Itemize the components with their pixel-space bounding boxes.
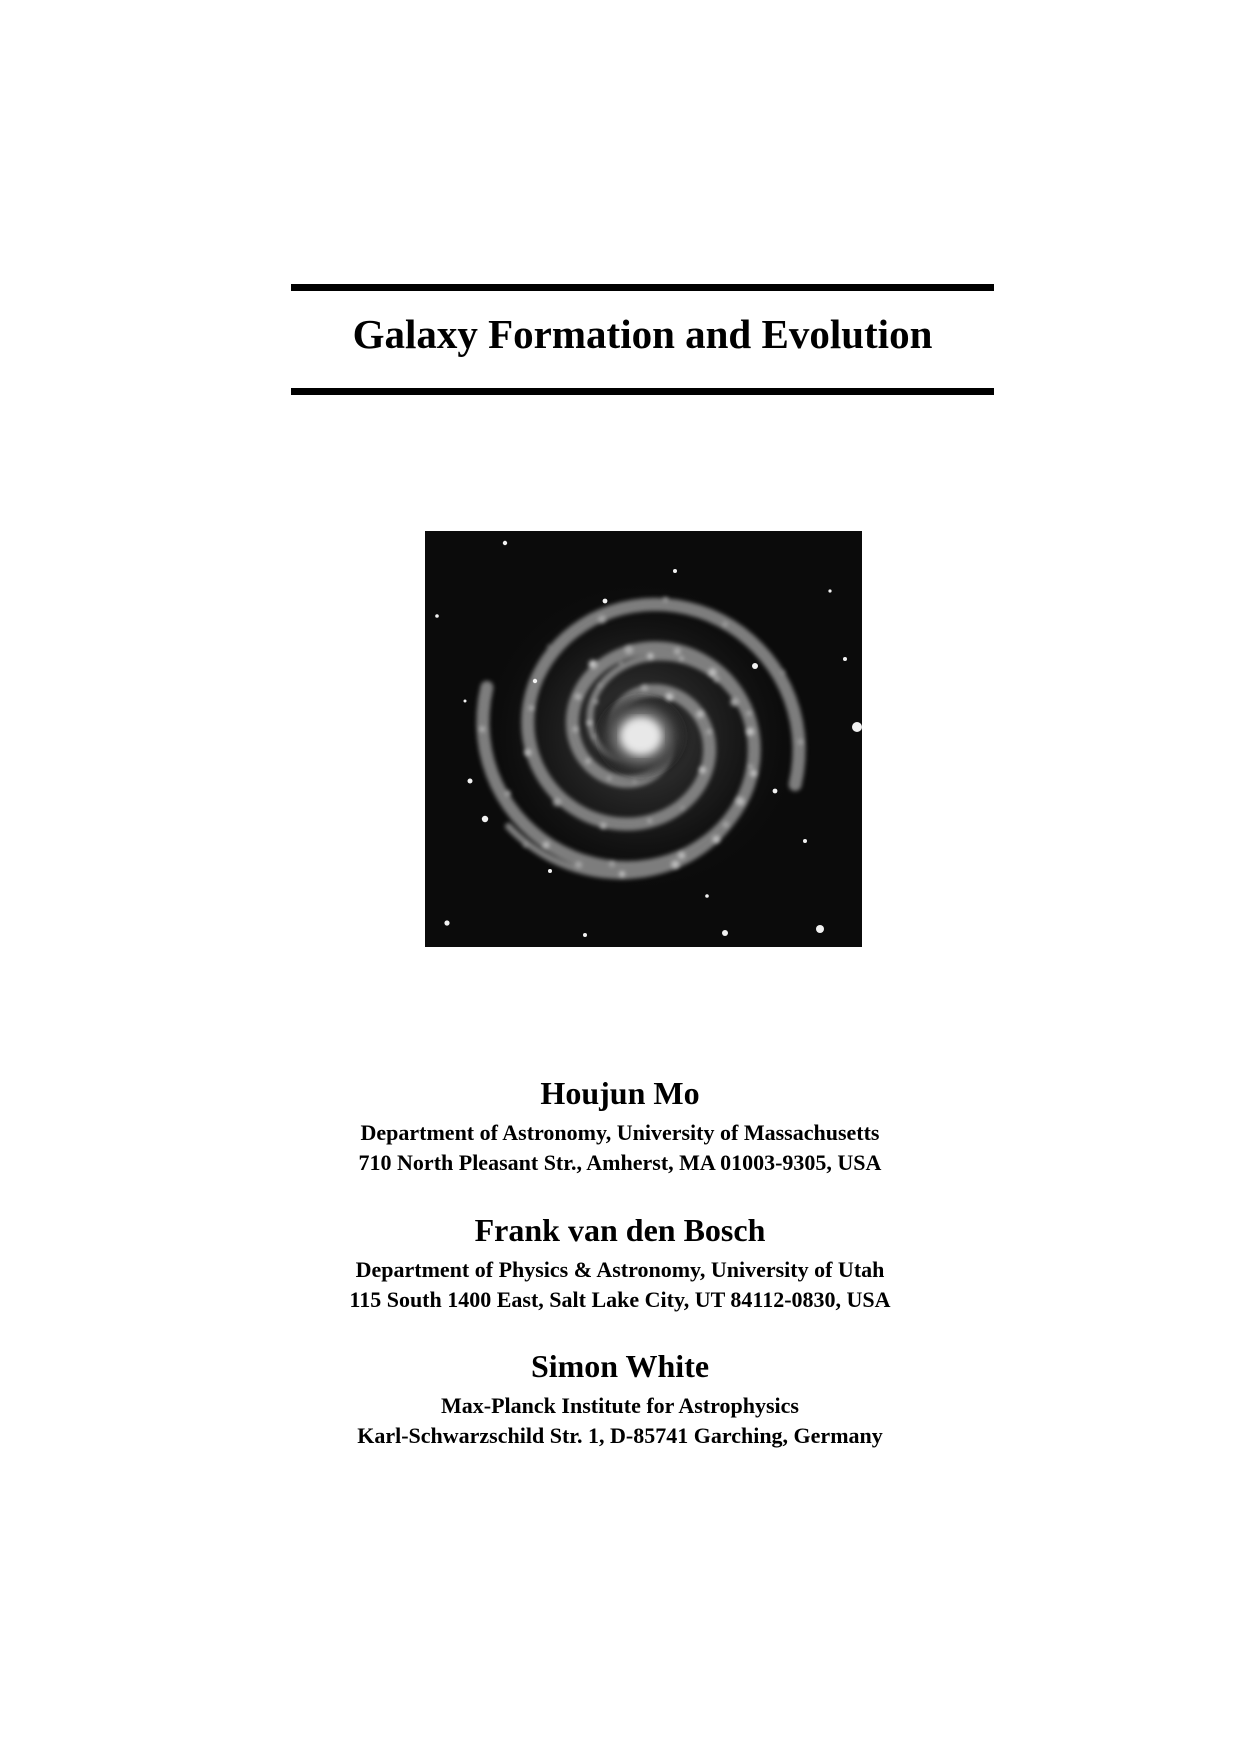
star-dot xyxy=(548,869,552,873)
author-affiliation-line2: 710 North Pleasant Str., Amherst, MA 01003-9305, USA xyxy=(358,1150,882,1175)
galaxy-knot xyxy=(572,726,578,732)
star-dot xyxy=(722,930,728,936)
galaxy-knot xyxy=(747,711,751,715)
galaxy-knot xyxy=(781,670,785,674)
author-affiliation-line2: 115 South 1400 East, Salt Lake City, UT 84112-0830, USA xyxy=(349,1287,891,1312)
author-name: Houjun Mo xyxy=(540,1075,700,1111)
galaxy-knot xyxy=(523,843,528,848)
galaxy-knot xyxy=(547,645,550,648)
title-rule-bottom xyxy=(291,388,994,395)
spiral-galaxy-image xyxy=(425,531,862,947)
star-dot xyxy=(852,722,862,732)
author-block-white xyxy=(0,1346,1240,1451)
star-dot xyxy=(816,925,824,933)
galaxy-knot xyxy=(647,653,653,659)
galaxy-knot xyxy=(697,710,704,717)
galaxy-knot xyxy=(575,861,582,868)
galaxy-knot xyxy=(575,693,581,699)
author-block-van-den-bosch xyxy=(0,1210,1240,1315)
galaxy-knot xyxy=(671,860,679,868)
star-dot xyxy=(464,700,467,703)
author-affiliation-line1: Max-Planck Institute for Astrophysics xyxy=(441,1393,799,1418)
galaxy-knot xyxy=(524,749,531,756)
author-affiliation-line1: Department of Astronomy, University of Massachusetts xyxy=(360,1120,880,1145)
galaxy-knot xyxy=(553,798,561,806)
star-dot xyxy=(533,679,537,683)
galaxy-knot xyxy=(730,698,738,706)
galaxy-knot xyxy=(723,822,729,828)
galaxy-knot xyxy=(608,777,611,780)
author-name: Simon White xyxy=(530,1348,710,1384)
star-dot xyxy=(843,657,847,661)
galaxy-knot xyxy=(750,770,757,777)
galaxy-knot xyxy=(678,852,686,860)
galaxy-knot xyxy=(749,765,752,768)
galaxy-knot xyxy=(505,791,511,797)
galaxy-knot xyxy=(587,720,592,725)
galaxy-knot xyxy=(598,684,601,687)
star-dot xyxy=(773,789,778,794)
star-dot xyxy=(503,541,507,545)
author-name: Frank van den Bosch xyxy=(474,1212,766,1248)
galaxy-knot xyxy=(713,836,721,844)
star-dot xyxy=(444,920,449,925)
star-dot xyxy=(828,589,831,592)
galaxy-knot xyxy=(707,729,712,734)
galaxy-knot xyxy=(641,684,648,691)
galaxy-knot xyxy=(798,739,803,744)
galaxy-knot xyxy=(624,645,633,654)
book-title: Galaxy Formation and Evolution xyxy=(352,311,933,357)
star-dot xyxy=(435,614,439,618)
galaxy-knot xyxy=(600,823,607,830)
star-dot xyxy=(468,779,473,784)
galaxy-knot xyxy=(723,622,727,626)
galaxy-knot xyxy=(746,728,754,736)
star-dot xyxy=(482,816,488,822)
galaxy-knot xyxy=(663,597,668,602)
galaxy-knot xyxy=(674,648,681,655)
title-rule-top xyxy=(291,284,994,291)
galaxy-knot xyxy=(699,766,706,773)
star-dot xyxy=(752,663,758,669)
galaxy-knot xyxy=(589,660,598,669)
star-dot xyxy=(705,894,709,898)
galaxy-knot xyxy=(609,861,615,867)
galaxy-knot xyxy=(648,819,652,823)
galaxy-knot xyxy=(708,668,716,676)
galaxy-knot xyxy=(681,806,684,809)
star-dot xyxy=(803,839,807,843)
star-dot xyxy=(583,933,587,937)
galaxy-knot xyxy=(543,842,550,849)
galaxy-knot xyxy=(736,797,745,806)
galaxy-knot xyxy=(529,706,533,710)
star-dot xyxy=(673,569,677,573)
author-affiliation-line1: Department of Physics & Astronomy, University of Utah xyxy=(355,1257,885,1282)
star-dot xyxy=(603,599,608,604)
galaxy-knot xyxy=(594,699,599,704)
author-affiliation-line2: Karl-Schwarzschild Str. 1, D-85741 Garching, Germany xyxy=(357,1423,883,1448)
galaxy-knot xyxy=(714,676,720,682)
author-block-mo xyxy=(0,1073,1240,1178)
galaxy-knot xyxy=(586,759,591,764)
galaxy-knot xyxy=(680,657,684,661)
galaxy-knot xyxy=(619,871,625,877)
galaxy-knot xyxy=(598,615,606,623)
galaxy-knot xyxy=(619,662,622,665)
spiral-galaxy-icon xyxy=(425,531,862,947)
galaxy-knot xyxy=(633,780,637,784)
galaxy-knot xyxy=(479,726,485,732)
